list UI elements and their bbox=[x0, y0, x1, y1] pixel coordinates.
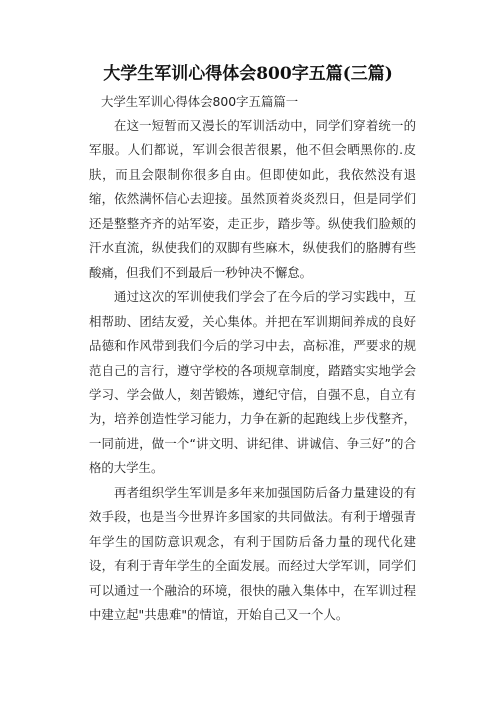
paragraph-1: 在这一短暂而又漫长的军训活动中，同学们穿着统一的军服。人们都说，军训会很苦很累，他不但会晒黑你的.皮肤，而且会限制你很多自由。但即使如此，我依然没有退缩，依然满怀信心去迎接。虽然顶着炎炎烈日，但是同学们还是整整齐齐的站军姿，走正步，踏步等。纵使我们脸颊的汗水直流，纵使我们的双脚有些麻木，纵使我们的胳膊有些酸痛，但我们不到最后一秒钟决不懈怠。 bbox=[89, 118, 416, 280]
document-title: 大学生军训心得体会800字五篇(三篇) bbox=[103, 64, 393, 84]
paragraph-2: 通过这次的军训使我们学会了在今后的学习实践中，互相帮助、团结友爱，关心集体。并把在军训期间养成的良好品德和作风带到我们今后的学习中去，高标准，严要求的规范自己的言行，遵守学校的各项规章制度，踏踏实实地学会学习、学会做人，刻苦锻炼，遵纪守信，自强不息，自立有为，培养创造性学习能力，力争在新的起跑线上步伐整齐，一同前进，做一个“讲文明、讲纪律、讲诚信、争三好”的合格的大学生。 bbox=[89, 289, 416, 476]
section-subtitle: 大学生军训心得体会800字五篇篇一 bbox=[101, 94, 299, 109]
paragraph-3: 再者组织学生军训是多年来加强国防后备力量建设的有效手段，也是当今世界许多国家的共同做法。有利于增强青年学生的国防意识观念，有利于国防后备力量的现代化建设，有利于青年学生的全面发展。而经过大学军训，同学们可以通过一个融洽的环境，很快的融入集体中，在军训过程中建立起"共患难"的情谊，开始自己又一个人。 bbox=[89, 484, 416, 623]
document-body bbox=[89, 90, 416, 628]
